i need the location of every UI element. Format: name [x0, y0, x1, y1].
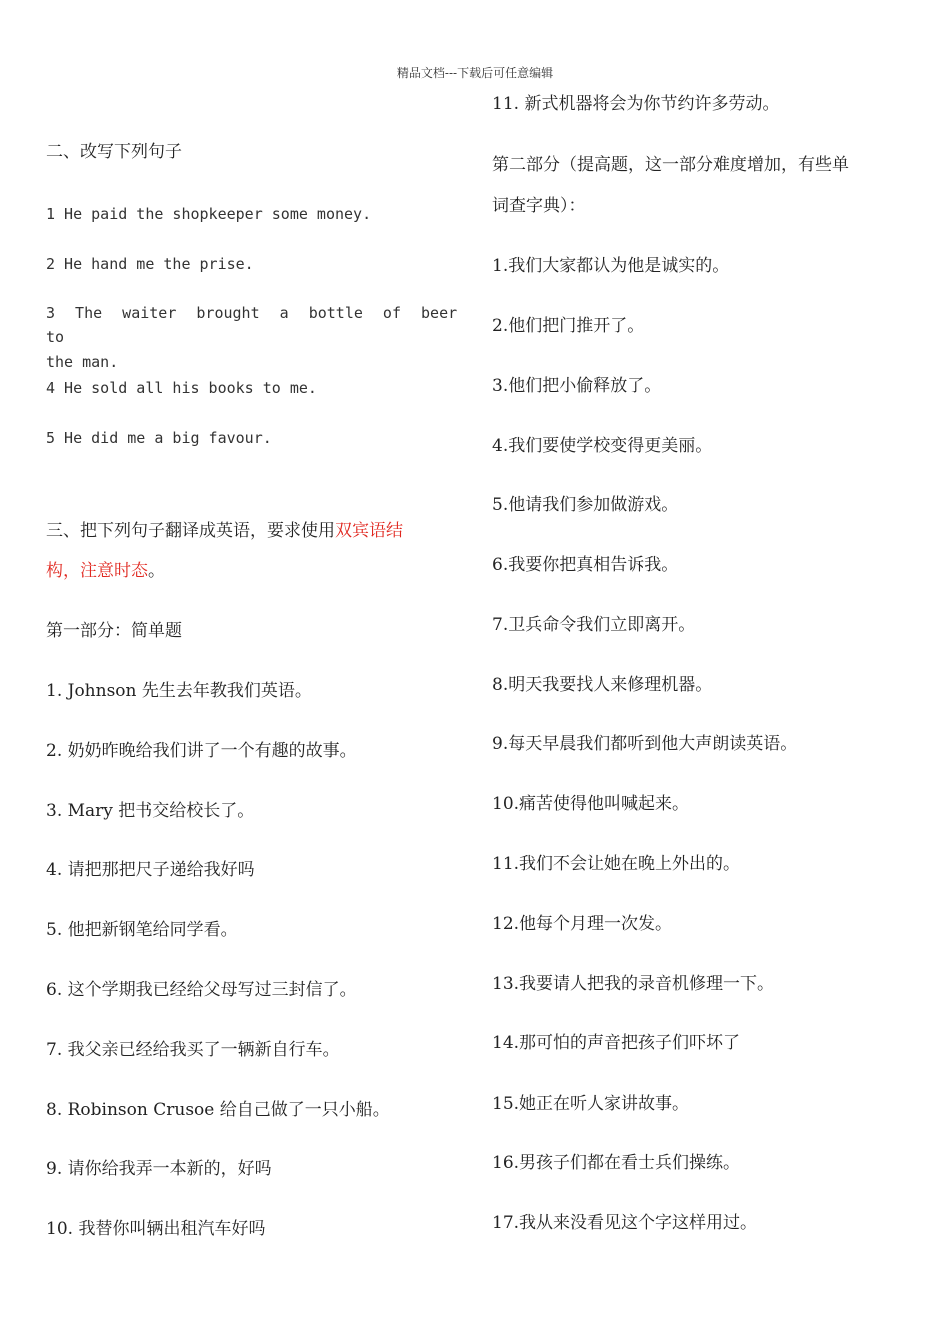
- part1-item: 9. 请你给我弄一本新的，好吗: [46, 1159, 272, 1179]
- part1-item: 6. 这个学期我已经给父母写过三封信了。: [46, 980, 357, 1000]
- section3-title-highlight: 构，注意时态: [46, 561, 148, 581]
- section3-title-end: 。: [148, 561, 165, 581]
- part1-item: 4. 请把那把尺子递给我好吗: [46, 860, 255, 880]
- part2-item: 10.痛苦使得他叫喊起来。: [492, 794, 690, 814]
- part1-item: 1. Johnson 先生去年教我们英语。: [46, 681, 312, 701]
- part1-title: 第一部分：简单题: [46, 621, 182, 641]
- section2-item: 4 He sold all his books to me.: [46, 379, 317, 397]
- section3-title-cont: [46, 559, 165, 583]
- part2-item: 6.我要你把真相告诉我。: [492, 555, 679, 575]
- section2-item: 5 He did me a big favour.: [46, 429, 272, 447]
- section2-item: [46, 301, 458, 374]
- part2-title: 第二部分（提高题，这一部分难度增加，有些单: [492, 155, 849, 175]
- part2-item: 7.卫兵命令我们立即离开。: [492, 615, 696, 635]
- part2-item: 9.每天早晨我们都听到他大声朗读英语。: [492, 734, 798, 754]
- section3-title: [46, 519, 403, 543]
- part2-item: 1.我们大家都认为他是诚实的。: [492, 256, 730, 276]
- section2-item: 1 He paid the shopkeeper some money.: [46, 205, 372, 223]
- part2-item: 15.她正在听人家讲故事。: [492, 1094, 690, 1114]
- part2-item: 11.我们不会让她在晚上外出的。: [492, 854, 741, 874]
- part1-item: 3. Mary 把书交给校长了。: [46, 801, 255, 821]
- part2-item: 4.我们要使学校变得更美丽。: [492, 436, 713, 456]
- section2-item-3-line1: 3 The waiter brought a bottle of beer to: [46, 304, 458, 346]
- part1-item: 10. 我替你叫辆出租汽车好吗: [46, 1219, 266, 1239]
- section3-title-text: 三、把下列句子翻译成英语，要求使用: [46, 521, 335, 541]
- part1-item: 8. Robinson Crusoe 给自己做了一只小船。: [46, 1100, 390, 1120]
- part2-item: 2.他们把门推开了。: [492, 316, 645, 336]
- section2-title: 二、改写下列句子: [46, 142, 182, 162]
- part2-item: 5.他请我们参加做游戏。: [492, 495, 679, 515]
- part2-item: 14.那可怕的声音把孩子们吓坏了: [492, 1033, 741, 1053]
- page-header: 精品文档---下载后可任意编辑: [396, 66, 554, 80]
- section2-item-3-line2: the man.: [46, 353, 119, 371]
- part2-item: 17.我从来没看见这个字这样用过。: [492, 1213, 758, 1233]
- part1-item: 2. 奶奶昨晚给我们讲了一个有趣的故事。: [46, 741, 357, 761]
- part1-item: 5. 他把新钢笔给同学看。: [46, 920, 238, 940]
- part2-item: 12.他每个月理一次发。: [492, 914, 673, 934]
- part1-item-11: 11. 新式机器将会为你节约许多劳动。: [492, 94, 780, 114]
- part2-item: 16.男孩子们都在看士兵们操练。: [492, 1153, 741, 1173]
- part2-item: 8.明天我要找人来修理机器。: [492, 675, 713, 695]
- section3-title-highlight: 双宾语结: [335, 521, 403, 541]
- part2-item: 13.我要请人把我的录音机修理一下。: [492, 974, 775, 994]
- part2-title-cont: 词查字典）：: [492, 196, 586, 216]
- section2-item: 2 He hand me the prise.: [46, 255, 254, 273]
- part1-item: 7. 我父亲已经给我买了一辆新自行车。: [46, 1040, 340, 1060]
- part2-item: 3.他们把小偷释放了。: [492, 376, 662, 396]
